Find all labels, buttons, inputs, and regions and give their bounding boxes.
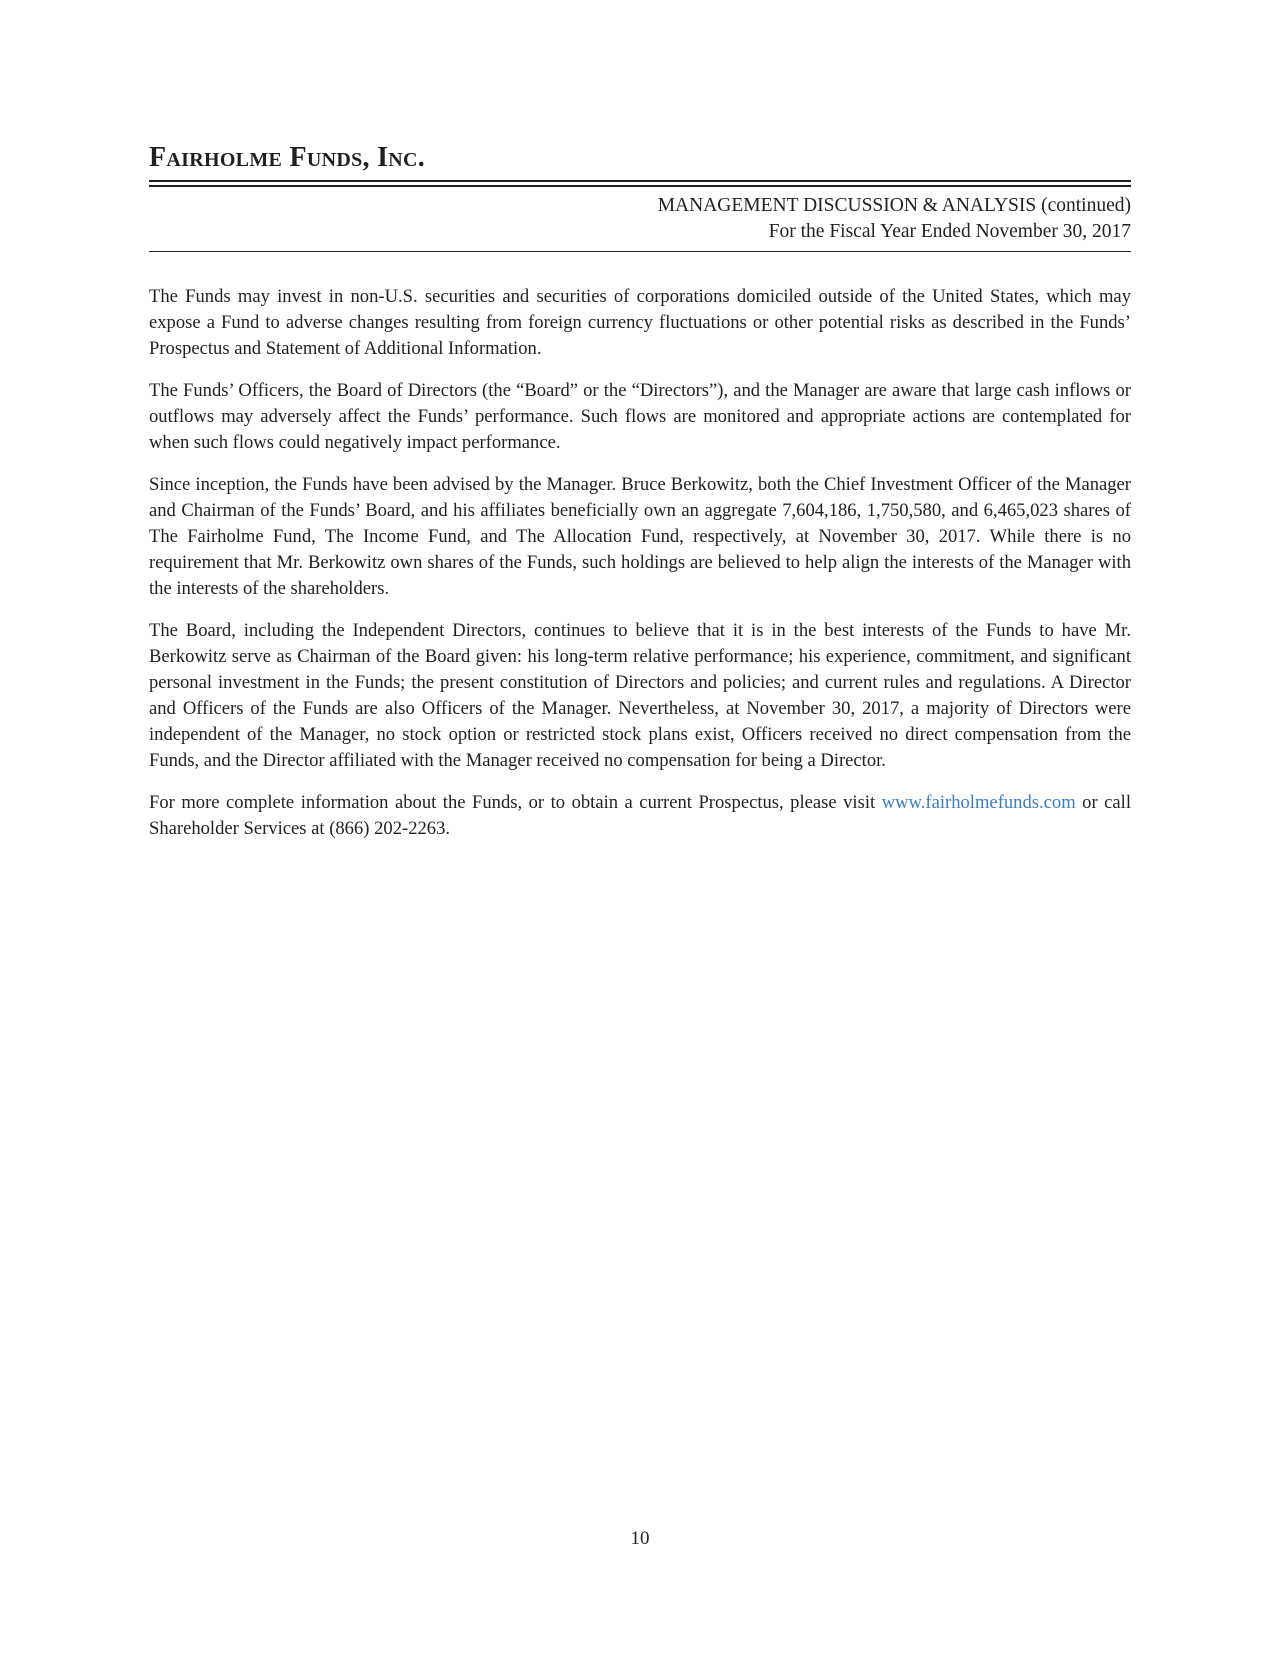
paragraph-foreign-securities: The Funds may invest in non-U.S. securities and securities of corporations domiciled outside of the United States, which may expose a Fund to adverse changes resulting from foreign currency fluctuations or other potential risks as described in the Funds’ Prospectus and Statement of Additional Information. [149,286,1131,359]
shareholder-services-text: or call Shareholder Services at (866) 202-2263. [149,792,1132,839]
fiscal-period: For the Fiscal Year Ended November 30, 2017 [768,221,1131,242]
fairholme-website-link[interactable]: www.fairholmefunds.com [881,792,1076,813]
paragraph-manager-holdings: Since inception, the Funds have been advised by the Manager. Bruce Berkowitz, both the Chief Investment Officer of the Manager and Chairman of the Funds’ Board, and his affiliates beneficially own an aggregate 7,604,186, 1,750,580, and 6,465,023 shares of The Fairholme Fund, The Income Fund, and The Allocation Fund, respectively, at November 30, 2017. While there is no requirement that Mr. Berkowitz own shares of the Funds, such holdings are believed to help align the interests of the Manager with the interests of the shareholders. [149,474,1131,599]
section-title: MANAGEMENT DISCUSSION & ANALYSIS (continued) [657,195,1131,216]
paragraph-more-information [149,790,1131,842]
paragraph-board-chairman: The Board, including the Independent Directors, continues to believe that it is in the best interests of the Funds to have Mr. Berkowitz serve as Chairman of the Board given: his long-term relative performance; his experience, commitment, and significant personal investment in the Funds; the present constitution of Directors and policies; and current rules and regulations. A Director and Officers of the Funds are also Officers of the Manager. Nevertheless, at November 30, 2017, a majority of Directors were independent of the Manager, no stock option or restricted stock plans exist, Officers received no direct compensation from the Funds, and the Director affiliated with the Manager received no compensation for being a Director. [149,620,1131,771]
more-info-text: For more complete information about the Funds, or to obtain a current Prospectus, please visit [149,792,876,813]
header-rule-top [149,180,1131,182]
section-header [658,193,1131,245]
page-number: 10 [630,1528,650,1549]
header-rule-top-second [149,185,1131,187]
header-rule-bottom [149,251,1131,252]
document-page [149,0,1131,1668]
body-text [149,284,1131,858]
company-name: Fairholme Funds, Inc. [149,142,426,173]
paragraph-cash-flows: The Funds’ Officers, the Board of Directors (the “Board” or the “Directors”), and the Manager are aware that large cash inflows or outflows may adversely affect the Funds’ performance. Such flows are monitored and appropriate actions are contemplated for when such flows could negatively impact performance. [149,380,1131,453]
